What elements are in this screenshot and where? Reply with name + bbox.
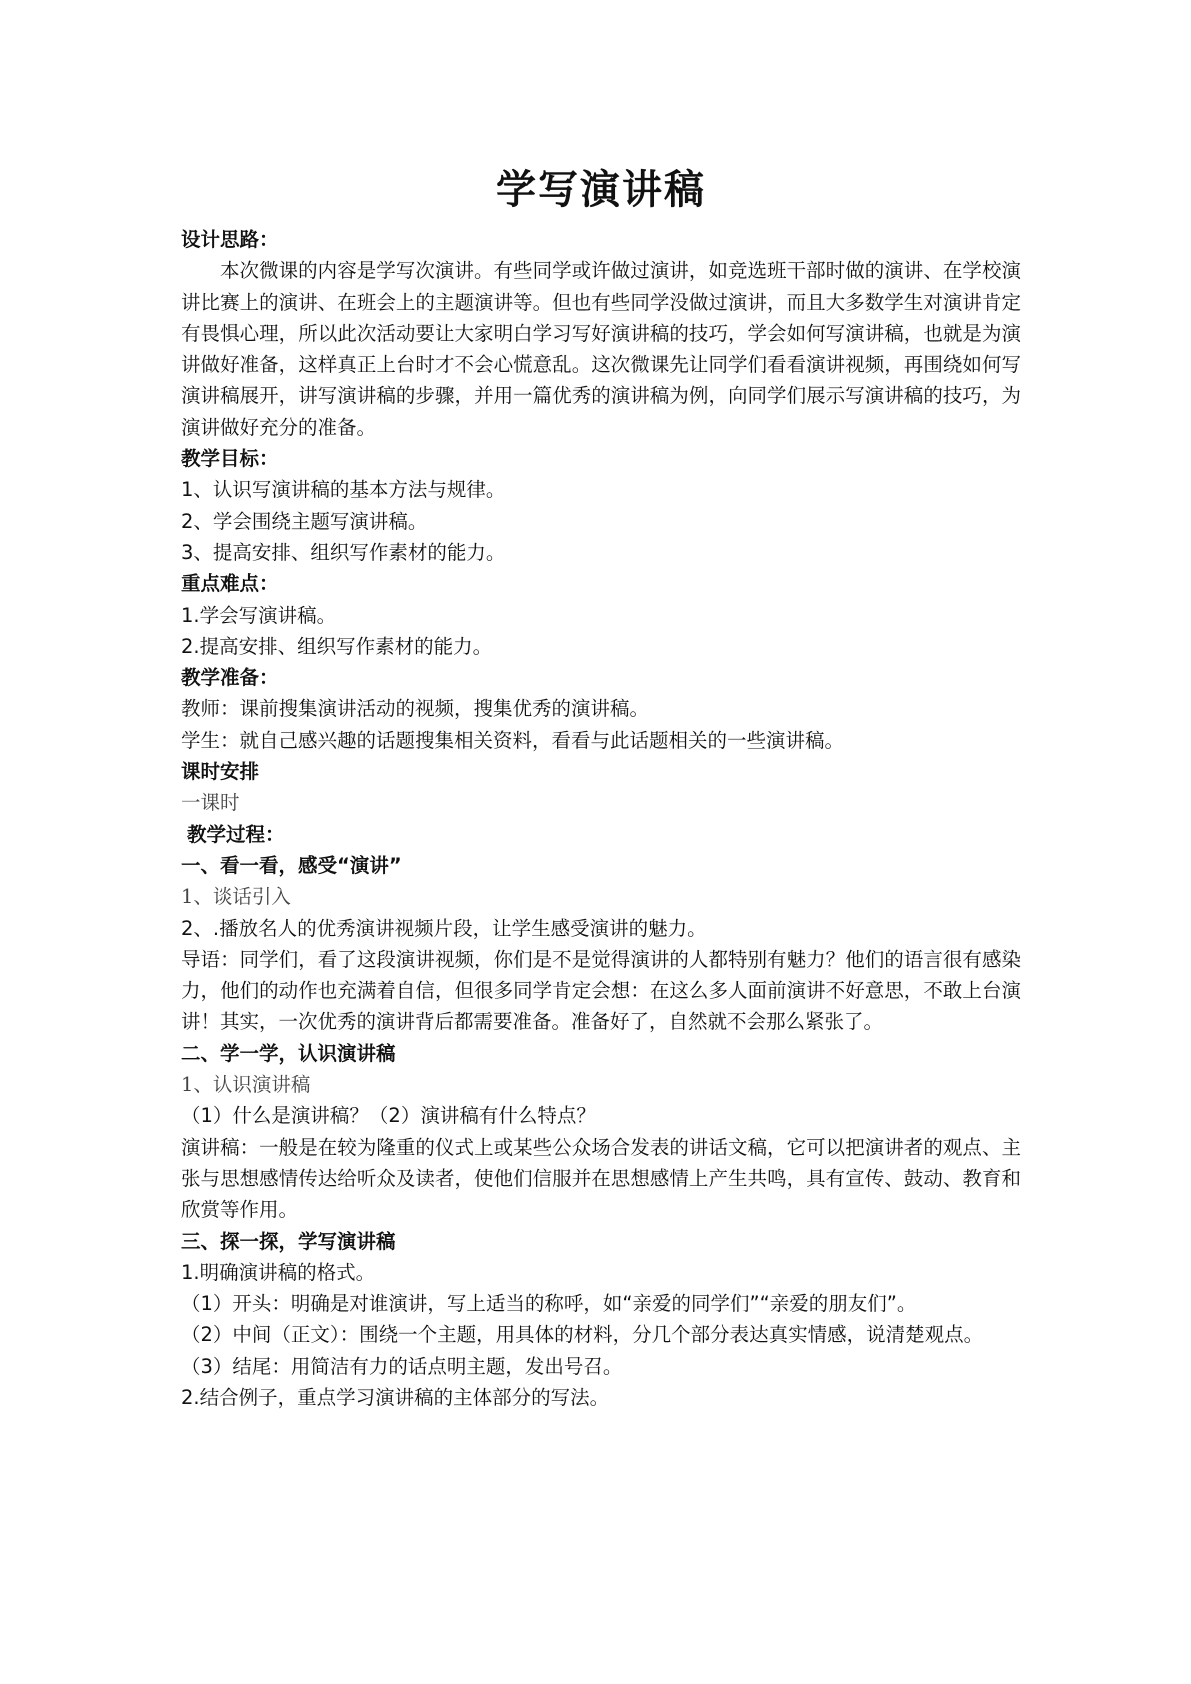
part-three-subitem: （2）中间（正文）：围绕一个主题，用具体的材料，分几个部分表达真实情感，说清楚观点。 [181,1323,984,1347]
part-one-item: 2、.播放名人的优秀演讲视频片段，让学生感受演讲的魅力。 [181,916,707,940]
part-one-heading: 一、看一看，感受“演讲” [181,853,402,877]
part-one-item: 1、谈话引入 [181,885,291,909]
part-three-item: 2.结合例子，重点学习演讲稿的主体部分的写法。 [181,1385,610,1409]
preparation-student: 学生：就自己感兴趣的话题搜集相关资料，看看与此话题相关的一些演讲稿。 [181,728,845,752]
document-content [181,160,1021,1413]
part-two-heading: 二、学一学，认识演讲稿 [181,1041,396,1065]
preparation-teacher: 教师：课前搜集演讲活动的视频，搜集优秀的演讲稿。 [181,697,650,721]
design-heading: 设计思路： [181,228,279,251]
goal-item: 1、认识写演讲稿的基本方法与规律。 [181,478,506,502]
schedule-value: 一课时 [181,791,240,815]
process-heading: 教学过程： [187,822,285,846]
key-point-item: 2.提高安排、组织写作素材的能力。 [181,634,493,658]
goal-item: 2、学会围绕主题写演讲稿。 [181,509,428,533]
key-point-item: 1.学会写演讲稿。 [181,603,337,627]
schedule-heading: 课时安排 [181,760,260,784]
goals-heading: 教学目标： [181,447,279,471]
part-three-subitem: （1）开头：明确是对谁演讲，写上适当的称呼，如“亲爱的同学们”“亲爱的朋友们”。 [181,1292,917,1316]
goal-item: 3、提高安排、组织写作素材的能力。 [181,540,506,564]
part-one-intro-paragraph: 导语：同学们，看了这段演讲视频，你们是不是觉得演讲的人都特别有魅力？他们的语言很有感染力，他们的动作也充满着自信，但很多同学肯定会想：在这么多人面前演讲不好意思，不敢上台演讲！其实，一次优秀的演讲背后都需要准备。准备好了，自然就不会那么紧张了。 [181,947,1021,1034]
preparation-heading: 教学准备： [181,666,279,690]
part-two-item: （1）什么是演讲稿？（2）演讲稿有什么特点？ [181,1104,596,1128]
part-two-item: 1、认识演讲稿 [181,1073,311,1097]
part-two-definition-paragraph: 演讲稿：一般是在较为隆重的仪式上或某些公众场合发表的讲话文稿，它可以把演讲者的观点、主张与思想感情传达给听众及读者，使他们信服并在思想感情上产生共鸣，具有宣传、鼓动、教育和欣赏等作用。 [181,1135,1021,1222]
document-title: 学写演讲稿 [496,167,706,213]
part-three-heading: 三、探一探，学写演讲稿 [181,1229,396,1253]
design-paragraph: 本次微课的内容是学写次演讲。有些同学或许做过演讲，如竞选班干部时做的演讲、在学校演讲比赛上的演讲、在班会上的主题演讲等。但也有些同学没做过演讲，而且大多数学生对演讲肯定有畏惧心理，所以此次活动要让大家明白学习写好演讲稿的技巧，学会如何写演讲稿，也就是为演讲做好准备，这样真正上台时才不会心慌意乱。这次微课先让同学们看看演讲视频，再围绕如何写演讲稿展开，讲写演讲稿的步骤，并用一篇优秀的演讲稿为例，向同学们展示写演讲稿的技巧，为演讲做好充分的准备。 [181,259,1021,439]
part-three-item: 1.明确演讲稿的格式。 [181,1260,376,1284]
key-points-heading: 重点难点： [181,572,279,596]
part-three-subitem: （3）结尾：用简洁有力的话点明主题，发出号召。 [181,1354,623,1378]
